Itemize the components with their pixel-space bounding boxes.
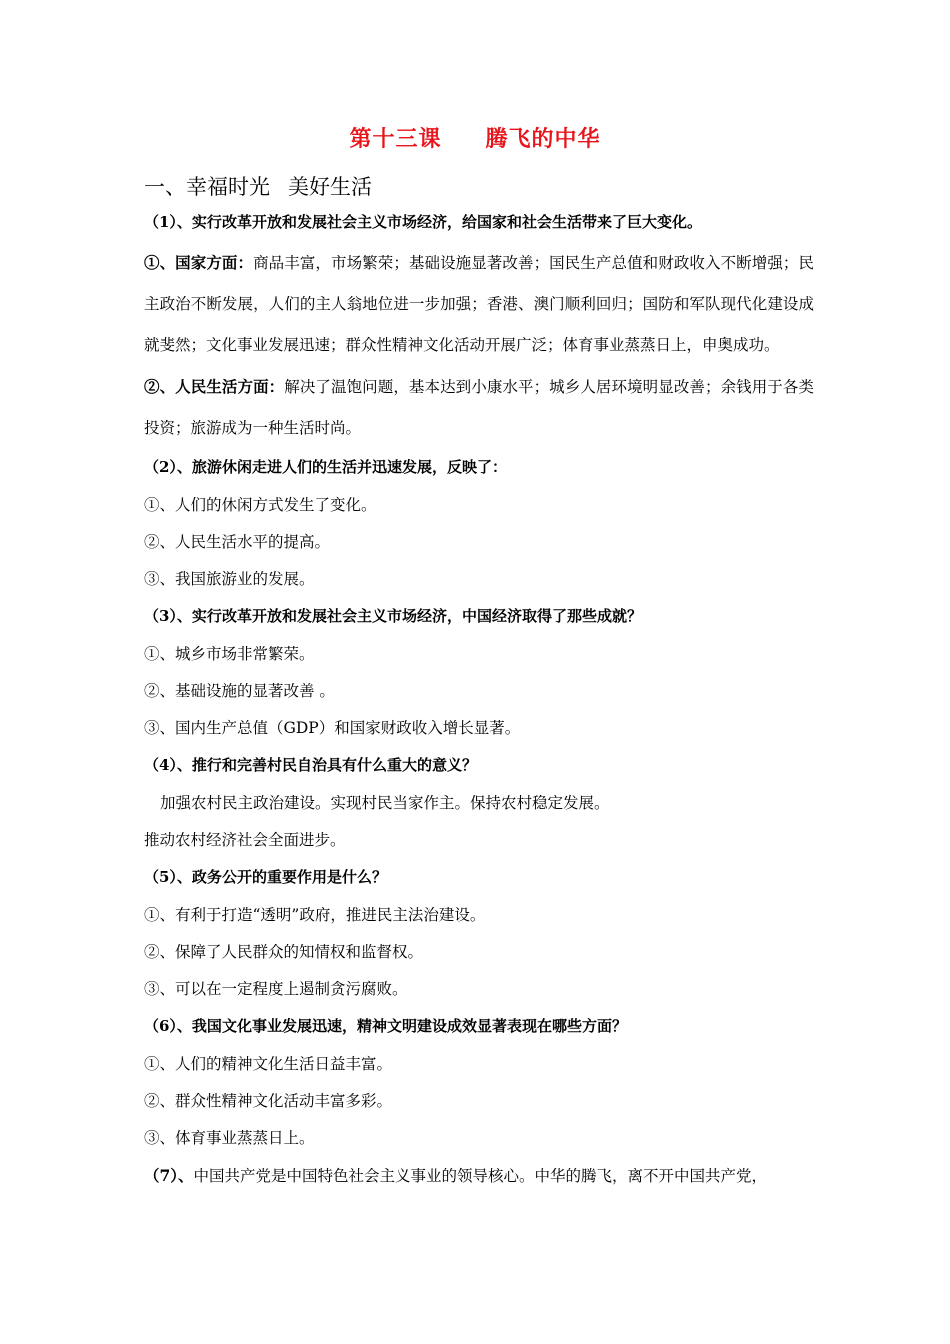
list-item: ②、基础设施的显著改善 。 [144, 682, 335, 700]
question-6: （6）、我国文化事业发展迅速，精神文明建设成效显著表现在哪些方面？ [144, 1017, 627, 1035]
document-body [144, 170, 814, 1195]
question-2: （2）、旅游休闲走进人们的生活并迅速发展，反映了： [144, 458, 507, 476]
list-item: ①、城乡市场非常繁荣。 [144, 645, 315, 663]
question-4: （4）、推行和完善村民自治具有什么重大的意义？ [144, 756, 477, 774]
question-1: （1）、实行改革开放和发展社会主义市场经济，给国家和社会生活带来了巨大变化。 [144, 213, 702, 231]
list-item: 加强农村民主政治建设。实现村民当家作主。保持农村稳定发展。 [160, 794, 610, 812]
question-3: （3）、实行改革开放和发展社会主义市场经济，中国经济取得了那些成就？ [144, 607, 642, 625]
answer-1-people: ②、人民生活方面：解决了温饱问题，基本达到小康水平；城乡人居环境明显改善；余钱用于各类投资；旅游成为一种生活时尚。 [144, 377, 814, 437]
list-item: ③、体育事业蒸蒸日上。 [144, 1129, 315, 1147]
list-item: ③、可以在一定程度上遏制贪污腐败。 [144, 980, 408, 998]
section-heading: 一、幸福时光 美好生活 [144, 175, 372, 199]
list-item: ②、群众性精神文化活动丰富多彩。 [144, 1092, 393, 1110]
lesson-name: 腾飞的中华 [485, 127, 601, 152]
list-item: ①、有利于打造“透明”政府，推进民主法治建设。 [144, 906, 486, 924]
list-item: 推动农村经济社会全面进步。 [144, 831, 346, 849]
question-5: （5）、政务公开的重要作用是什么？ [144, 868, 387, 886]
list-item: ③、我国旅游业的发展。 [144, 570, 315, 588]
list-item: ②、人民生活水平的提高。 [144, 533, 331, 551]
list-item: ①、人们的休闲方式发生了变化。 [144, 496, 377, 514]
list-item: ③、国内生产总值（GDP）和国家财政收入增长显著。 [144, 719, 521, 737]
answer-1-national: ①、国家方面：商品丰富，市场繁荣；基础设施显著改善；国民生产总值和财政收入不断增强；民主政治不断发展，人们的主人翁地位进一步加强；香港、澳门顺利回归；国防和军队现代化建设成就斐然；文化事业发展迅速；群众性精神文化活动开展广泛；体育事业蒸蒸日上，申奥成功。 [144, 253, 814, 354]
question-7: （7）、中国共产党是中国特色社会主义事业的领导核心。中华的腾飞，离不开中国共产党， [144, 1166, 768, 1185]
list-item: ②、保障了人民群众的知情权和监督权。 [144, 943, 424, 961]
list-item: ①、人们的精神文化生活日益丰富。 [144, 1055, 393, 1073]
lesson-title [0, 122, 950, 153]
lesson-number: 第十三课 [349, 127, 442, 152]
